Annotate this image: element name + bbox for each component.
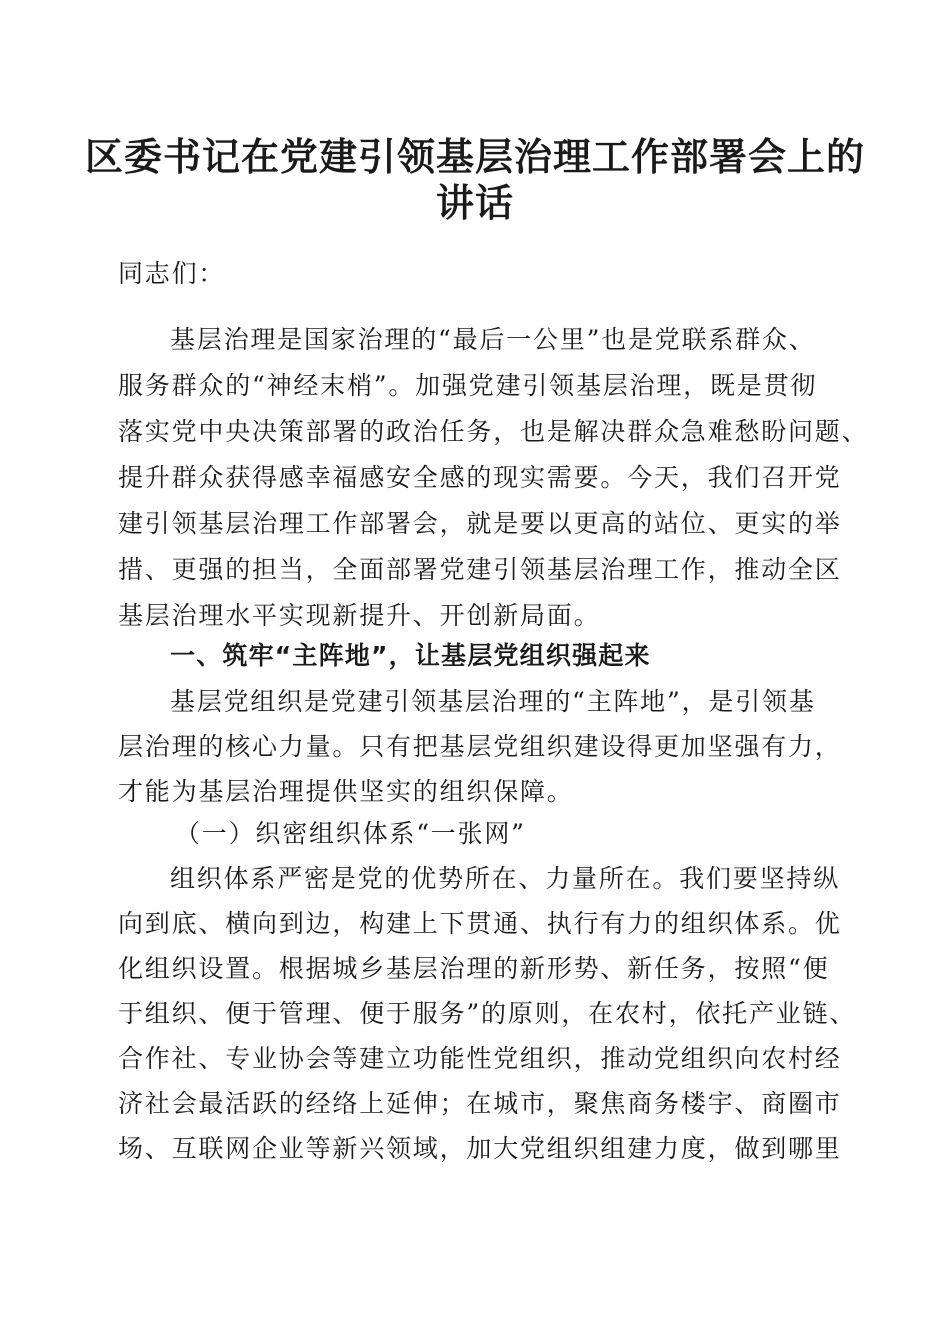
paragraph-line: 建引领基层治理工作部署会，就是要以更高的站位、更实的举	[118, 509, 842, 538]
paragraph-line: 化组织设置。根据城乡基层治理的新形势、新任务，按照“便	[118, 954, 830, 983]
paragraph-line: 基层治理是国家治理的“最后一公里”也是党联系群众、	[170, 325, 816, 354]
paragraph-line: 济社会最活跃的经络上延伸；在城市，聚焦商务楼宇、商圈市	[118, 1089, 842, 1118]
section-heading-1: 一、筑牢“主阵地”，让基层党组织强起来	[170, 641, 651, 670]
paragraph-line: 合作社、专业协会等建立功能性党组织，推动党组织向农村经	[118, 1044, 842, 1073]
paragraph-line: 基层党组织是党建引领基层治理的“主阵地”，是引领基	[170, 687, 816, 716]
paragraph-line: 层治理的核心力量。只有把基层党组织建设得更加坚强有力，	[118, 732, 842, 761]
paragraph-line: 服务群众的“神经末梢”。加强党建引领基层治理，既是贯彻	[118, 371, 818, 400]
paragraph-line: 措、更强的担当，全面部署党建引领基层治理工作，推动全区	[118, 555, 842, 584]
paragraph-line: 才能为基层治理提供坚实的组织保障。	[118, 777, 574, 806]
salutation: 同志们：	[118, 259, 226, 288]
paragraph-line: 于组织、便于管理、便于服务”的原则，在农村，依托产业链、	[118, 999, 857, 1028]
paragraph-line: 向到底、横向到边，构建上下贯通、执行有力的组织体系。优	[118, 909, 842, 938]
subsection-heading-1: （一）织密组织体系“一张网”	[175, 819, 526, 848]
title-line-1: 区委书记在党建引领基层治理工作部署会上的	[84, 134, 865, 179]
document-title	[60, 134, 890, 226]
paragraph-line: 提升群众获得感幸福感安全感的现实需要。今天，我们召开党	[118, 463, 842, 492]
title-line-2: 讲话	[435, 180, 514, 225]
paragraph-line: 基层治理水平实现新提升、开创新局面。	[118, 601, 601, 630]
paragraph-line: 落实党中央决策部署的政治任务，也是解决群众急难愁盼问题、	[118, 417, 869, 446]
paragraph-line: 场、互联网企业等新兴领域，加大党组织组建力度，做到哪里	[118, 1134, 842, 1163]
paragraph-line: 组织体系严密是党的优势所在、力量所在。我们要坚持纵	[170, 864, 841, 893]
